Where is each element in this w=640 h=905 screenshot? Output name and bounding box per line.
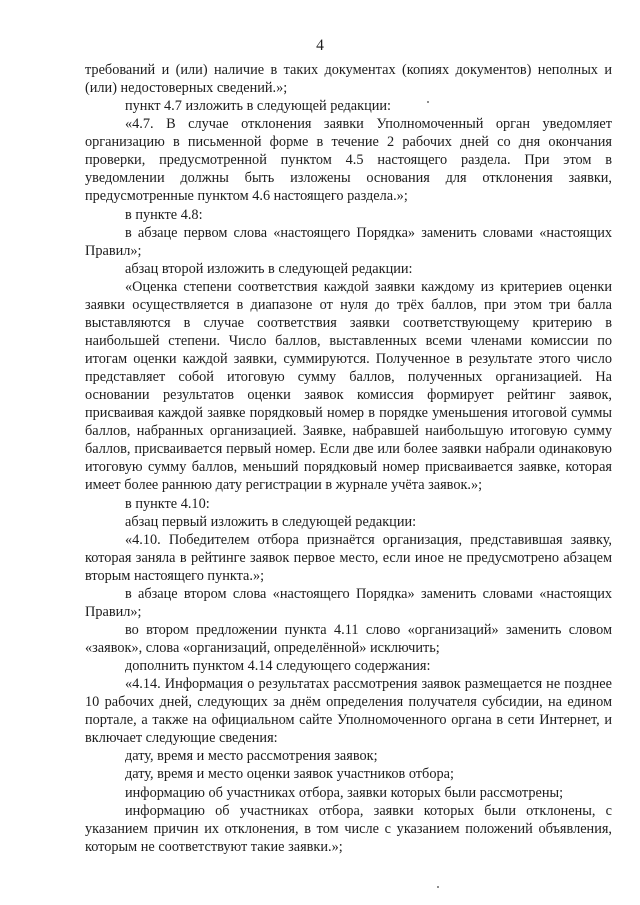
scan-speck bbox=[437, 886, 439, 888]
paragraph-item-4-10-heading: в пункте 4.10: bbox=[125, 495, 210, 512]
paragraph-item-4-14-text: «4.14. Информация о результатах рассмотрения заявок размещается не позднее 10 рабочих дней, следующих за днём определения получателя субсидии, на едином портале, а также на официальном сайте Уполномоченного органа в сети Интернет, и включает следующие сведения: bbox=[85, 676, 612, 747]
paragraph-continuation: требований и (или) наличие в таких документах (копиях документов) неполных и (или) недостоверных сведений.»; bbox=[85, 62, 612, 97]
paragraph-item-4-10-text: «4.10. Победителем отбора признаётся организация, представившая заявку, которая заняла в рейтинге заявок первое место, если иное не предусмотрено абзацем вторым настоящего пункта.»; bbox=[85, 531, 612, 584]
list-item-reviewed-participants: информацию об участниках отбора, заявки которых были рассмотрены; bbox=[125, 784, 564, 801]
paragraph-item-4-10-second: в абзаце втором слова «настоящего Порядка» заменить словами «настоящих Правил»; bbox=[85, 585, 612, 620]
paragraph-item-4-8-first: в абзаце первом слова «настоящего Порядка» заменить словами «настоящих Правил»; bbox=[85, 224, 612, 259]
scan-speck bbox=[427, 101, 429, 103]
paragraph-item-4-8-heading: в пункте 4.8: bbox=[125, 206, 203, 223]
list-item-review-date: дату, время и место рассмотрения заявок; bbox=[125, 748, 378, 765]
document-body bbox=[85, 61, 612, 856]
paragraph-item-4-8-second-instruction: абзац второй изложить в следующей редакции: bbox=[125, 260, 413, 277]
paragraph-item-4-7-text: «4.7. В случае отклонения заявки Уполномоченный орган уведомляет организацию в письменной форме в течение 2 рабочих дней со дня окончания проверки, предусмотренной пунктом 4.5 настоящего раздела. При этом в уведомлении должны быть изложены основания для отклонения заявки, предусмотренные пунктом 4.6 настоящего раздела.»; bbox=[85, 116, 612, 205]
page-number: 4 bbox=[316, 37, 324, 54]
paragraph-item-4-10-first-instruction: абзац первый изложить в следующей редакции: bbox=[125, 513, 417, 530]
paragraph-item-4-8-second-text: «Оценка степени соответствия каждой заявки каждому из критериев оценки заявки осуществляется в диапазоне от нуля до трёх баллов, при этом три балла выставляются в случае соответствия заявки соответствующему критерию в наибольшей степени. Число баллов, выставленных всеми членами комиссии по итогам оценки каждой заявки, суммируются. Полученное в результате этого число представляет собой итоговую сумму баллов, полученных организацией. На основании результатов оценки заявок комиссия формирует рейтинг заявок, присваивая каждой заявке порядковый номер в порядке уменьшения итоговой суммы баллов, набранных организацией. Заявке, набравшей наибольшую итоговую сумму баллов, присваивается первый номер. Если две или более заявки набрали одинаковую итоговую сумму баллов, меньший порядковый номер присваивается заявке, которая имеет более раннюю дату регистрации в журнале учёта заявок.»; bbox=[85, 278, 612, 494]
paragraph-item-4-14-instruction: дополнить пунктом 4.14 следующего содержания: bbox=[125, 658, 431, 675]
list-item-rejected-participants: информацию об участниках отбора, заявки которых были отклонены, с указанием причин их отклонения, в том числе с указанием положений объявления, которым не соответствуют такие заявки.»; bbox=[85, 802, 612, 855]
list-item-evaluation-date: дату, время и место оценки заявок участников отбора; bbox=[125, 766, 454, 783]
paragraph-item-4-7-instruction: пункт 4.7 изложить в следующей редакции: bbox=[125, 98, 392, 115]
paragraph-item-4-11: во втором предложении пункта 4.11 слово «организаций» заменить словом «заявок», слова «организаций, определённой» исключить; bbox=[85, 621, 612, 656]
